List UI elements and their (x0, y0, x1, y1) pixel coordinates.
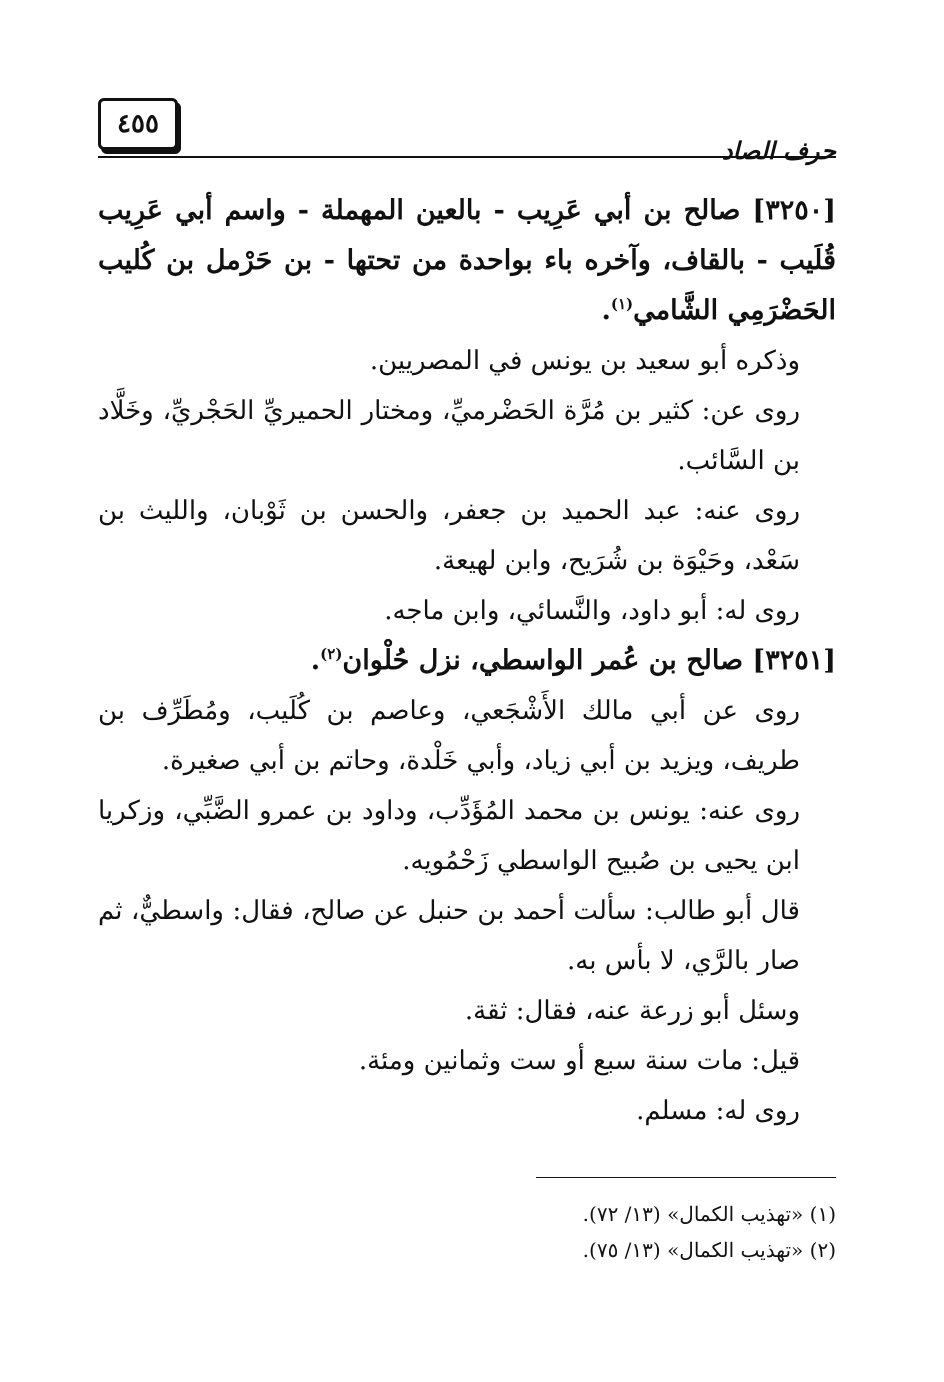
paragraph-1: وذكره أبو سعيد بن يونس في المصريين. (369, 346, 800, 376)
paragraph-7: قال أبو طالب: سألت أحمد بن حنبل عن صالح، فقال: واسطيٌّ، ثم صار بالرَّي، لا بأس به. (98, 896, 800, 976)
entry-3250-heading (98, 186, 836, 336)
page-number (98, 98, 178, 150)
paragraph-2: روى عن: كثير بن مُرَّة الحَضْرميِّ، ومختار الحميريِّ الحَجْريِّ، وخَلَّاد بن السَّائب. (98, 396, 800, 476)
header-rule (98, 156, 836, 158)
main-text (98, 186, 836, 1136)
page-number-text: ٤٥٥ (117, 109, 159, 139)
paragraph-6: روى عنه: يونس بن محمد المُؤَدِّب، وداود بن عمرو الضَّبِّي، وزكريا ابن يحيى بن صُبيح الواسطي زَحْمُويه. (98, 796, 800, 876)
entry-3251-heading (98, 636, 836, 686)
footnote-ref-1: (١) (610, 295, 634, 313)
footnote-rule (536, 1177, 836, 1178)
paragraph-3: روى عنه: عبد الحميد بن جعفر، والحسن بن ثَوْبان، والليث بن سَعْد، وحَيْوَة بن شُرَيح، وابن لهيعة. (98, 496, 800, 576)
entry-3251-title: [٣٢٥١] صالح بن عُمر الواسطي، نزل حُلْوان (342, 645, 836, 676)
entry-3250-title: [٣٢٥٠] صالح بن أبي عَرِيب - بالعين المهملة - واسم أبي عَرِيب قُلَيب - بالقاف، وآخره باء بواحدة من تحتها - بن حَرْمل بن كُليب الحَضْرَمِي الشَّامي (98, 195, 836, 326)
running-title: حرف الصاد (721, 136, 836, 165)
entry-3250-period: . (601, 295, 611, 326)
paragraph-4: روى له: أبو داود، والنَّسائي، وابن ماجه. (384, 596, 800, 626)
paragraph-10: روى له: مسلم. (636, 1096, 800, 1126)
paragraph-9: قيل: مات سنة سبع أو ست وثمانين ومئة. (358, 1046, 800, 1076)
footnotes (98, 1196, 836, 1268)
entry-3251-period: . (310, 645, 321, 676)
footnote-2: (٢) «تهذيب الكمال» (١٣/ ٧٥). (582, 1238, 836, 1262)
footnote-ref-2: (٢) (320, 645, 343, 663)
paragraph-8: وسئل أبو زرعة عنه، فقال: ثقة. (464, 996, 800, 1026)
paragraph-5: روى عن أبي مالك الأَشْجَعي، وعاصم بن كُلَيب، ومُطَرِّف بن طريف، ويزيد بن أبي زياد، وأبي خَلْدة، وحاتم بن أبي صغيرة. (98, 696, 800, 776)
footnote-1: (١) «تهذيب الكمال» (١٣/ ٧٢). (582, 1202, 836, 1226)
